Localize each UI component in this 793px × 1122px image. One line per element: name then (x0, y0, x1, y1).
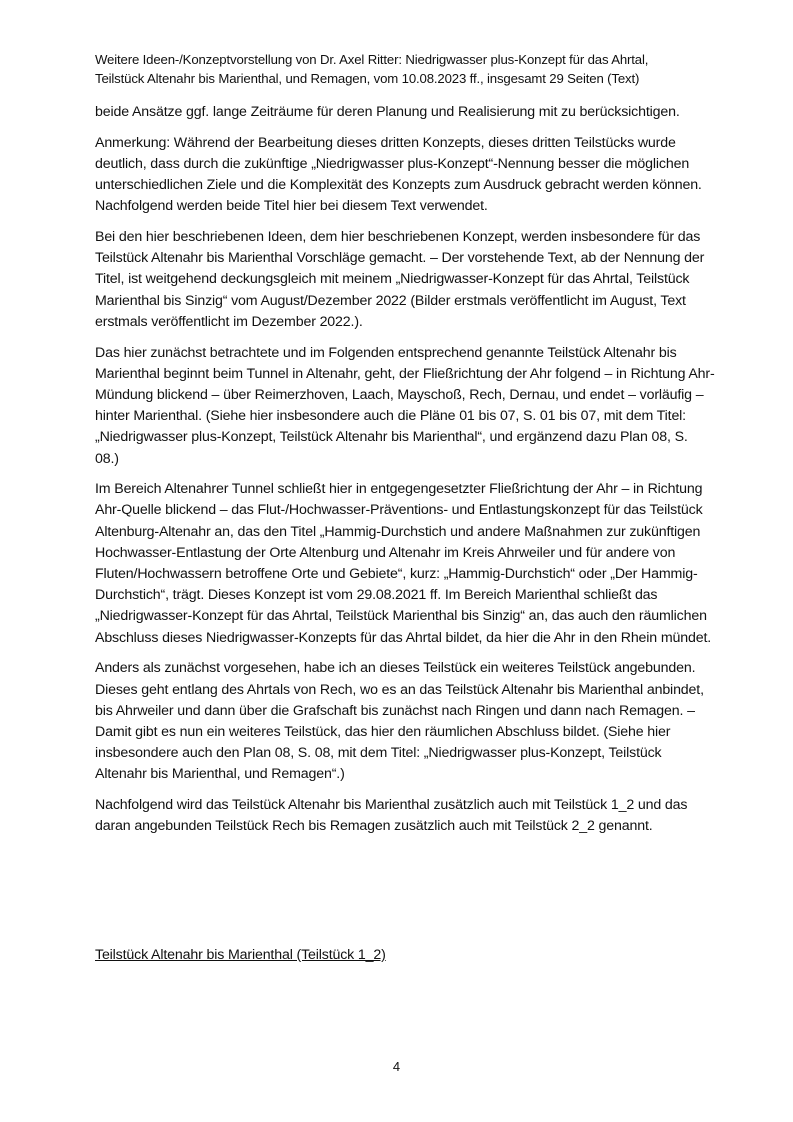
body-text (95, 102, 715, 847)
paragraph: beide Ansätze ggf. lange Zeiträume für deren Planung und Realisierung mit zu berücksichtigen. (95, 104, 680, 120)
header-line-2: Teilstück Altenahr bis Marienthal, und Remagen, vom 10.08.2023 ff., insgesamt 29 Seiten (Text) (95, 71, 640, 86)
page-header (95, 50, 715, 88)
paragraph: Im Bereich Altenahrer Tunnel schließt hier in entgegengesetzter Fließrichtung der Ahr – in Richtung Ahr-Quelle blickend – das Flut-/Hochwasser-Präventions- und Entlastungskonzept für das Teilstück Altenburg-Altenahr an, das den Titel „Hammig-Durchstich und andere Maßnahmen zur zukünftigen Hochwasser-Entlastung der Orte Altenburg und Altenahr im Kreis Ahrweiler und für andere von Fluten/Hochwassern betroffene Orte und Gebiete“, kurz: „Hammig-Durchstich“ oder „Der Hammig-Durchstich“, trägt. Dieses Konzept ist vom 29.08.2021 ff. Im Bereich Marienthal schließt das „Niedrigwasser-Konzept für das Ahrtal, Teilstück Marienthal bis Sinzig“ an, das auch den räumlichen Abschluss dieses Niedrigwasser-Konzepts für das Ahrtal bildet, da hier die Ahr in den Rhein mündet. (95, 481, 712, 646)
section-heading: Teilstück Altenahr bis Marienthal (Teilstück 1_2) (95, 947, 386, 963)
paragraph: Nachfolgend wird das Teilstück Altenahr bis Marienthal zusätzlich auch mit Teilstück 1_2 und das daran angebunden Teilstück Rech bis Remagen zusätzlich auch mit Teilstück 2_2 genannt. (95, 797, 688, 835)
header-line-1: Weitere Ideen-/Konzeptvorstellung von Dr. Axel Ritter: Niedrigwasser plus-Konzept für das Ahrtal, (95, 52, 649, 67)
paragraph: Anmerkung: Während der Bearbeitung dieses dritten Konzepts, dieses dritten Teilstücks wurde deutlich, dass durch die zukünftige „Niedrigwasser plus-Konzept“-Nennung besser die möglichen unterschiedlichen Ziele und die Komplexität des Konzepts zum Ausdruck gebracht werden können. Nachfolgend werden beide Titel hier bei diesem Text verwendet. (95, 134, 702, 215)
page-number: 4 (392, 1059, 401, 1074)
paragraph: Bei den hier beschriebenen Ideen, dem hier beschriebenen Konzept, werden insbesondere für das Teilstück Altenahr bis Marienthal Vorschläge gemacht. – Der vorstehende Text, ab der Nennung der Titel, ist weitgehend deckungsgleich mit meinem „Niedrigwasser-Konzept für das Ahrtal, Teilstück Marienthal bis Sinzig“ vom August/Dezember 2022 (Bilder erstmals veröffentlicht im August, Text erstmals veröffentlicht im Dezember 2022.). (95, 229, 705, 330)
paragraph: Anders als zunächst vorgesehen, habe ich an dieses Teilstück ein weiteres Teilstück angebunden. Dieses geht entlang des Ahrtals von Rech, wo es an das Teilstück Altenahr bis Marienthal anbindet, bis Ahrweiler und dann über die Grafschaft bis zunächst nach Ringen und dann nach Remagen. – Damit gibt es nun ein weiteres Teilstück, das hier den räumlichen Abschluss bildet. (Siehe hier insbesondere auch den Plan 08, S. 08, mit dem Titel: „Niedrigwasser plus-Konzept, Teilstück Altenahr bis Marienthal, und Remagen“.) (95, 660, 704, 783)
paragraph: Das hier zunächst betrachtete und im Folgenden entsprechend genannte Teilstück Altenahr bis Marienthal beginnt beim Tunnel in Altenahr, geht, der Fließrichtung der Ahr folgend – in Richtung Ahr-Mündung blickend – über Reimerzhoven, Laach, Mayschoß, Rech, Dernau, und endet – vorläufig – hinter Marienthal. (Siehe hier insbesondere auch die Pläne 01 bis 07, S. 01 bis 07, mit dem Titel: „Niedrigwasser plus-Konzept, Teilstück Altenahr bis Marienthal“, und ergänzend dazu Plan 08, S. 08.) (95, 344, 715, 467)
